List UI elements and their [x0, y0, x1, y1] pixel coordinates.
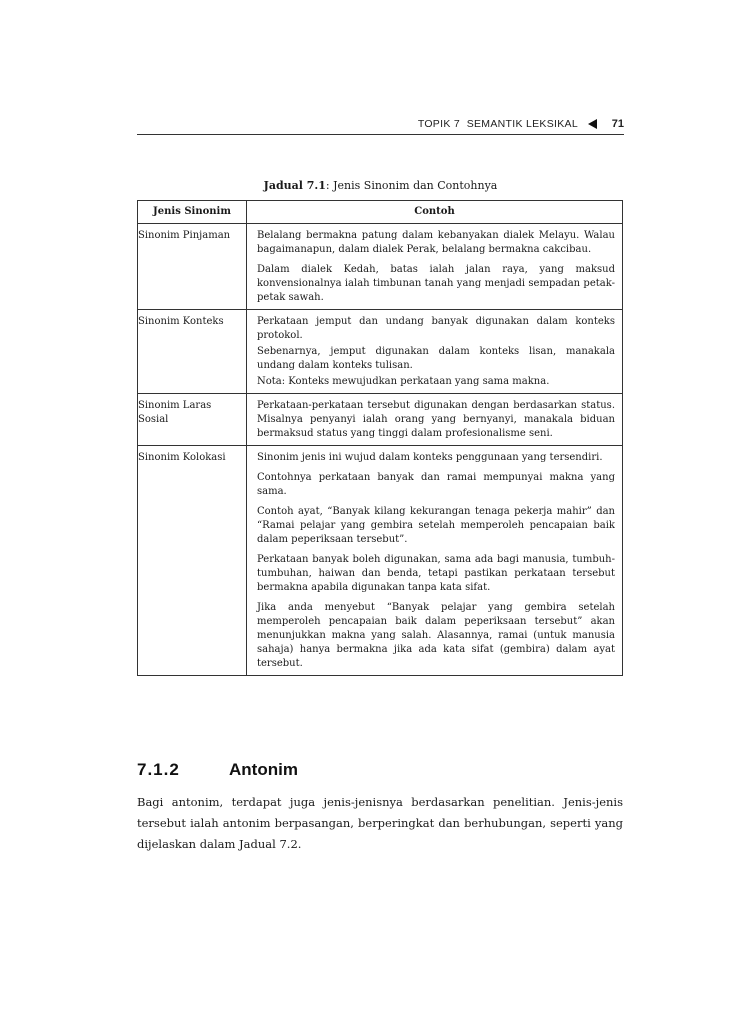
synonym-type-cell: Sinonim Kolokasi: [138, 446, 247, 676]
body-paragraph: Bagi antonim, terdapat juga jenis-jenisnya berdasarkan penelitian. Jenis-jenis tersebut ialah antonim berpasangan, berperingkat dan berhubungan, seperti yang dijelaskan dalam Jadual 7.2.: [137, 795, 623, 851]
example-cell: [247, 394, 623, 446]
header-title: SEMANTIK LEKSIKAL: [466, 118, 578, 130]
example-text: Contohnya perkataan banyak dan ramai mempunyai makna yang sama.: [257, 472, 615, 497]
table-row: [138, 446, 623, 676]
table-row: [138, 224, 623, 310]
column-header-type: Jenis Sinonim: [138, 201, 247, 224]
synonym-type-cell: Sinonim Laras Sosial: [138, 394, 247, 446]
table-row: [138, 310, 623, 394]
section-title: Antonim: [229, 760, 298, 779]
example-text: Nota: Konteks mewujudkan perkataan yang sama makna.: [257, 376, 550, 387]
synonym-table: [137, 200, 623, 676]
running-header: [137, 118, 624, 135]
section-number: 7.1.2: [137, 760, 180, 779]
example-text: Sinonim jenis ini wujud dalam konteks penggunaan yang tersendiri.: [257, 452, 603, 463]
table-row: [138, 394, 623, 446]
column-header-example: Contoh: [247, 201, 623, 224]
example-text: Perkataan banyak boleh digunakan, sama ada bagi manusia, tumbuh-tumbuhan, haiwan dan benda, tetapi pastikan perkataan tersebut bermakna apabila digunakan tanpa kata sifat.: [257, 554, 615, 593]
example-text: Perkataan-perkataan tersebut digunakan dengan berdasarkan status. Misalnya penyanyi ialah orang yang bernyanyi, manakala biduan bermaksud status yang tinggi dalam profesionalisme seni.: [257, 400, 615, 439]
example-text: Sebenarnya, jemput digunakan dalam konteks lisan, manakala undang dalam konteks tulisan.: [257, 346, 615, 371]
example-cell: [247, 224, 623, 310]
synonym-type-cell: Sinonim Pinjaman: [138, 224, 247, 310]
example-text: Belalang bermakna patung dalam kebanyakan dialek Melayu. Walau bagaimanapun, dalam dialek Perak, belalang bermakna cakcibau.: [257, 230, 615, 255]
example-text: Contoh ayat, “Banyak kilang kekurangan tenaga pekerja mahir” dan “Ramai pelajar yang gembira setelah memperoleh pencapaian baik dalam peperiksaan tersebut”.: [257, 506, 615, 545]
example-cell: [247, 446, 623, 676]
table-caption: [137, 179, 624, 192]
header-topic: TOPIK 7: [417, 118, 460, 130]
example-cell: [247, 310, 623, 394]
synonym-type-cell: Sinonim Konteks: [138, 310, 247, 394]
table-caption-label: Jadual 7.1: [263, 179, 326, 192]
table-caption-text: : Jenis Sinonim dan Contohnya: [325, 179, 498, 192]
table-header-row: [138, 201, 623, 224]
example-text: Jika anda menyebut “Banyak pelajar yang gembira setelah memperoleh pencapaian baik dalam peperiksaan tersebut” akan menunjukkan makna yang salah. Alasannya, ramai (untuk manusia sahaja) hanya bermakna jika ada kata sifat (gembira) dalam ayat tersebut.: [257, 602, 615, 669]
example-text: Perkataan jemput dan undang banyak digunakan dalam konteks protokol.: [257, 316, 615, 341]
example-text: Dalam dialek Kedah, batas ialah jalan raya, yang maksud konvensionalnya ialah timbunan tanah yang menjadi sempadan petak-petak sawah.: [257, 264, 615, 303]
left-triangle-icon: [588, 119, 597, 129]
page-number: 71: [611, 118, 624, 130]
